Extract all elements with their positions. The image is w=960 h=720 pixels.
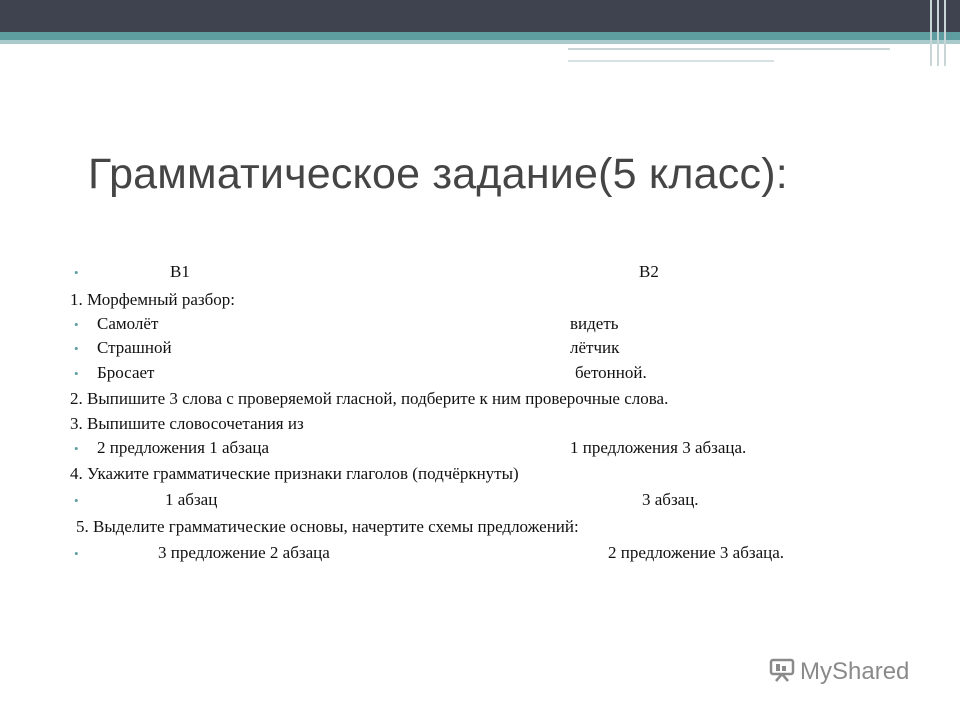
task-4-left: 1 абзац: [165, 490, 218, 509]
watermark-text: MyShared: [800, 658, 910, 685]
accent-bar-light: [0, 40, 960, 44]
task-5-left: 3 предложение 2 абзаца: [158, 543, 330, 562]
word-left-1: Самолёт: [97, 314, 159, 333]
header-bar: [0, 0, 960, 32]
word-left-2: Страшной: [97, 338, 172, 357]
task-3-right: 1 предложения 3 абзаца.: [570, 438, 747, 457]
accent-bar: [0, 32, 960, 40]
word-right-2: лётчик: [570, 338, 620, 357]
bullet-icon: •: [74, 546, 79, 561]
bullet-icon: •: [74, 441, 79, 456]
task-3-left: 2 предложения 1 абзаца: [97, 438, 270, 457]
task-5-right: 2 предложение 3 абзаца.: [608, 543, 785, 562]
task-2: 2. Выпишите 3 слова с проверяемой гласной, подберите к ним проверочные слова.: [70, 389, 669, 408]
task-4-right: 3 абзац.: [642, 490, 699, 509]
presentation-icon: [768, 658, 796, 682]
watermark-logo: [768, 658, 909, 686]
bullet-icon: •: [74, 366, 79, 381]
task-5: 5. Выделите грамматические основы, начертите схемы предложений:: [76, 517, 579, 536]
variant-2-label: В2: [639, 262, 659, 281]
task-1: 1. Морфемный разбор:: [70, 290, 236, 309]
variant-1-label: В1: [170, 262, 190, 281]
bullet-icon: •: [74, 493, 79, 508]
task-4: 4. Укажите грамматические признаки глаголов (подчёркнуты): [70, 464, 519, 483]
task-3: 3. Выпишите словосочетания из: [70, 414, 304, 433]
decor-line: [568, 48, 890, 50]
word-left-3: Бросает: [97, 363, 155, 382]
bullet-icon: •: [74, 317, 79, 332]
decor-line-2: [568, 60, 774, 62]
word-right-1: видеть: [570, 314, 619, 333]
slide-title: Грамматическое задание(5 класс):: [88, 150, 788, 198]
bullet-icon: •: [74, 341, 79, 356]
bullet-icon: •: [74, 265, 79, 280]
decor-vertical-lines: [928, 0, 950, 66]
word-right-3: бетонной.: [575, 363, 647, 382]
